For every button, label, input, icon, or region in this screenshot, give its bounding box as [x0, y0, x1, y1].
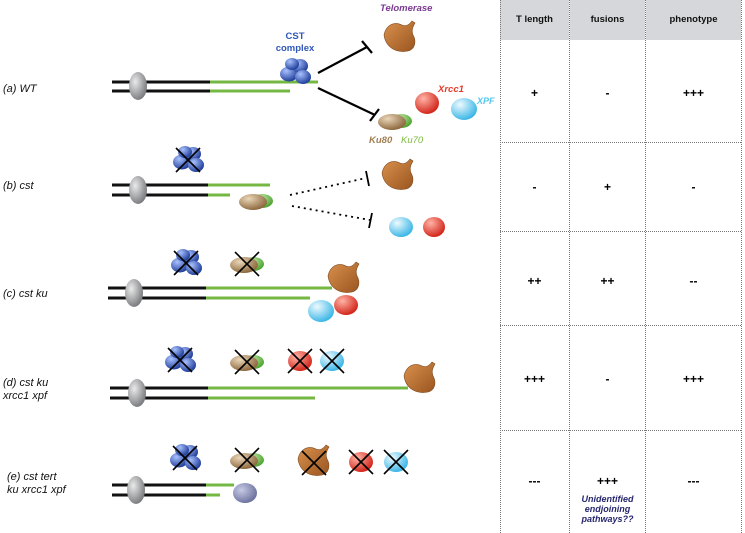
grid-hline-2 — [500, 231, 741, 232]
cell-e-t-length: --- — [528, 474, 541, 488]
cell-b-t-length: - — [532, 180, 537, 194]
row-c-telomere — [108, 279, 332, 307]
row-a-xpf — [451, 98, 477, 120]
row-label-d: (d) cst ku xrcc1 xpf — [3, 377, 49, 402]
row-a-xrcc1 — [415, 92, 439, 114]
header-fusions: fusions — [570, 0, 645, 40]
cell-d-t-length: +++ — [523, 372, 546, 386]
row-c-xrcc1 — [334, 295, 358, 315]
row-c-ku-deleted — [230, 252, 264, 276]
row-b-xpf — [389, 217, 413, 237]
row-b-telomerase — [382, 159, 413, 189]
cell-d-phenotype: +++ — [682, 372, 705, 386]
row-e-cst-deleted — [170, 444, 201, 470]
grid-hline-1 — [500, 142, 741, 143]
row-a-ku — [378, 114, 412, 130]
cell-d-fusions: - — [605, 372, 610, 386]
row-d-cst-deleted — [165, 346, 196, 372]
cell-c-t-length: ++ — [527, 274, 542, 288]
row-e-telomerase-deleted — [298, 445, 329, 475]
header-t-length: T length — [500, 0, 569, 40]
row-b-ku — [239, 194, 273, 210]
row-b-xrcc1 — [423, 217, 445, 237]
cell-e-phenotype: --- — [687, 474, 700, 488]
row-label-b: (b) cst — [3, 180, 34, 192]
xrcc1-label: Xrcc1 — [438, 84, 464, 95]
ku80-label: Ku80 — [369, 135, 393, 146]
cell-a-fusions: - — [605, 86, 610, 100]
cell-c-phenotype: -- — [689, 274, 698, 288]
grid-vline-1 — [500, 0, 501, 533]
row-c-xpf — [308, 300, 334, 322]
cell-a-t-length: + — [530, 86, 538, 100]
cell-b-fusions: + — [603, 180, 611, 194]
xpf-label: XPF — [477, 96, 495, 106]
ku70-label: Ku70 — [401, 135, 424, 146]
fusions-note: Unidentified endjoining pathways?? — [581, 494, 634, 524]
cell-b-phenotype: - — [691, 180, 696, 194]
row-d-xrcc1-deleted — [288, 349, 312, 373]
grid-hline-4 — [500, 430, 741, 431]
row-a-telomerase — [384, 21, 415, 51]
grid-vline-3 — [645, 0, 646, 533]
header-phenotype: phenotype — [646, 0, 741, 40]
row-d-ku-deleted — [230, 350, 264, 374]
row-a-cst-complex — [280, 58, 311, 84]
row-d-telomerase — [404, 362, 435, 392]
grid-vline-4 — [741, 0, 742, 533]
row-b-cst-deleted — [173, 146, 204, 172]
row-b-dotted-inhibition — [290, 171, 372, 228]
row-label-a: (a) WT — [3, 83, 37, 95]
cell-c-fusions: ++ — [600, 274, 615, 288]
row-c-telomerase — [328, 262, 359, 292]
row-c-cst-deleted — [171, 249, 202, 275]
cst-complex-label-2: complex — [275, 43, 315, 54]
cst-complex-label: CST — [285, 31, 305, 42]
cell-e-fusions: +++ — [596, 474, 619, 488]
row-e-telomere — [112, 476, 257, 504]
row-label-e: (e) cst tert ku xrcc1 xpf — [7, 471, 66, 496]
row-e-xpf-deleted — [384, 450, 408, 474]
row-a-inhibition-arrows — [318, 41, 379, 121]
telomerase-label: Telomerase — [380, 3, 433, 14]
grid-vline-2 — [569, 0, 570, 533]
grid-hline-3 — [500, 325, 741, 326]
row-label-c: (c) cst ku — [3, 288, 48, 300]
row-e-xrcc1-deleted — [349, 450, 373, 474]
row-d-telomere — [110, 379, 408, 407]
row-e-ku-deleted — [230, 448, 264, 472]
cell-a-phenotype: +++ — [682, 86, 705, 100]
row-d-xpf-deleted — [320, 349, 344, 373]
